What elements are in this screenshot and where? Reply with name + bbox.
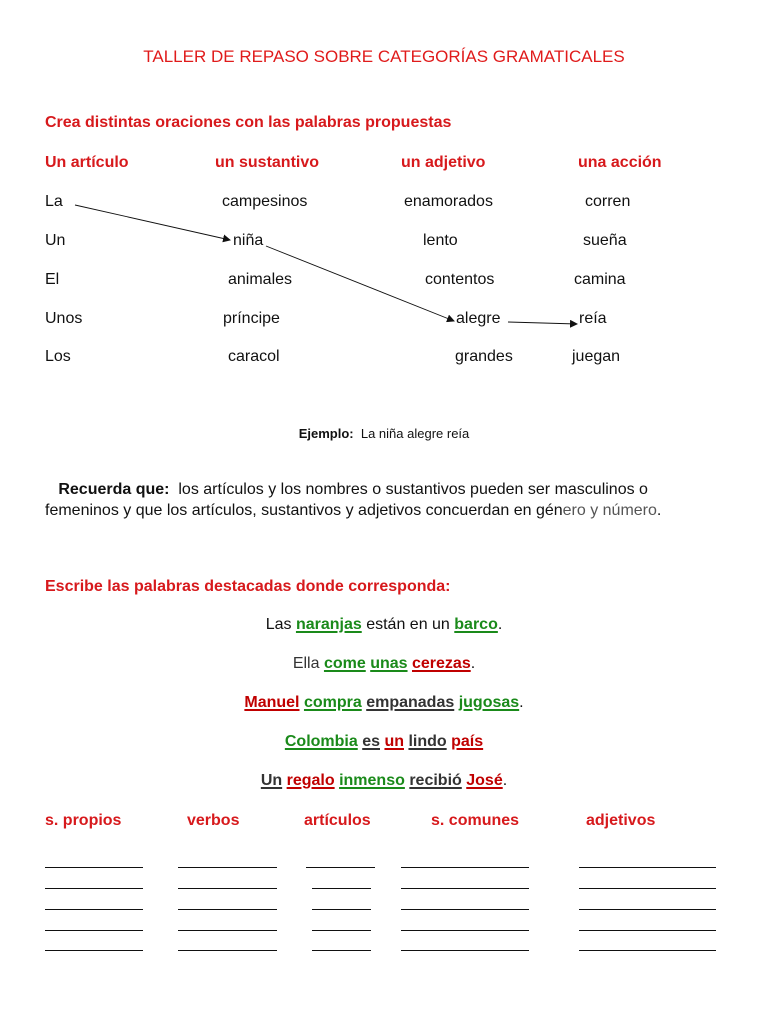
category-s-comunes: s. comunes (431, 812, 520, 829)
section1-heading: Crea distintas oraciones con las palabras propuestas (45, 114, 452, 131)
answer-blank-line[interactable] (178, 930, 277, 931)
answer-blank-line[interactable] (401, 950, 529, 951)
punctuation: . (502, 772, 508, 789)
adjetivo-word: lento (423, 232, 458, 249)
word: Ella (292, 655, 320, 672)
accion-word: camina (574, 271, 626, 288)
answer-blank-line[interactable] (579, 950, 716, 951)
recuerda-line2a: femeninos y que los artículos, sustantivos y adjetivos concuerdan en gén (45, 502, 563, 519)
answer-blank-line[interactable] (178, 950, 277, 951)
column-header-accion: una acción (578, 154, 662, 171)
answer-blank-line[interactable] (579, 888, 716, 889)
answer-blank-line[interactable] (178, 909, 277, 910)
answer-blank-line[interactable] (312, 950, 371, 951)
highlighted-word: Colombia (284, 733, 358, 750)
sentence-5 (0, 772, 768, 790)
articulo-word: El (45, 271, 60, 288)
answer-blank-line[interactable] (306, 867, 375, 868)
accion-word: reía (579, 310, 607, 327)
answer-blank-line[interactable] (579, 909, 716, 910)
answer-blank-line[interactable] (45, 909, 143, 910)
accion-word: juegan (572, 348, 621, 365)
sustantivo-word: animales (228, 271, 293, 288)
punctuation: . (470, 655, 476, 672)
articulo-word: Un (45, 232, 66, 249)
highlighted-word: lindo (408, 733, 447, 750)
highlighted-word: cerezas (412, 655, 471, 672)
highlighted-word: regalo (286, 772, 335, 789)
arrow-alegre-reia (508, 322, 577, 324)
highlighted-word: es (362, 733, 380, 750)
example-text: La niña alegre reía (360, 426, 470, 441)
word: están en un (366, 616, 450, 633)
arrow-nina-alegre (266, 246, 454, 321)
column-header-articulo: Un artículo (45, 154, 129, 171)
sustantivo-word: príncipe (223, 310, 280, 327)
recuerda-label: Recuerda que: (58, 481, 170, 498)
example-line (0, 426, 768, 441)
highlighted-word: José (466, 772, 503, 789)
answer-blank-line[interactable] (178, 867, 277, 868)
adjetivo-word: alegre (456, 310, 501, 327)
answer-blank-line[interactable] (579, 930, 716, 931)
recuerda-line2c: . (656, 502, 662, 519)
page-title: TALLER DE REPASO SOBRE CATEGORÍAS GRAMATICALES (143, 47, 625, 66)
answer-blank-line[interactable] (312, 930, 371, 931)
sustantivo-word: caracol (228, 348, 280, 365)
sustantivo-word: niña (233, 232, 264, 249)
column-header-adjetivo: un adjetivo (401, 154, 486, 171)
arrow-la-nina (75, 205, 230, 240)
answer-blank-line[interactable] (401, 867, 529, 868)
category-s-propios: s. propios (45, 812, 122, 829)
highlighted-word: país (451, 733, 484, 750)
category-verbos: verbos (187, 812, 240, 829)
highlighted-word: recibió (409, 772, 462, 789)
answer-blank-line[interactable] (45, 930, 143, 931)
category-articulos: artículos (304, 812, 371, 829)
answer-blank-line[interactable] (401, 888, 529, 889)
answer-blank-line[interactable] (178, 888, 277, 889)
highlighted-word: Un (260, 772, 283, 789)
accion-word: sueña (583, 232, 627, 249)
highlighted-word: inmenso (339, 772, 405, 789)
highlighted-word: naranjas (295, 616, 362, 633)
sustantivo-word: campesinos (222, 193, 308, 210)
highlighted-word: jugosas (458, 694, 520, 711)
accion-word: corren (585, 193, 631, 210)
adjetivo-word: grandes (455, 348, 513, 365)
highlighted-word: Manuel (244, 694, 300, 711)
highlighted-word: un (384, 733, 404, 750)
answer-blank-line[interactable] (579, 867, 716, 868)
sentence-4 (0, 733, 768, 751)
answer-blank-line[interactable] (45, 888, 143, 889)
recuerda-line1: los artículos y los nombres o sustantivos pueden ser masculinos o (178, 481, 648, 498)
articulo-word: Unos (45, 310, 83, 327)
articulo-word: La (45, 193, 63, 210)
answer-blank-line[interactable] (45, 867, 143, 868)
answer-blank-line[interactable] (312, 909, 371, 910)
answer-blank-line[interactable] (401, 909, 529, 910)
highlighted-word: empanadas (366, 694, 455, 711)
highlighted-word: unas (370, 655, 408, 672)
recuerda-paragraph (45, 479, 661, 521)
adjetivo-word: enamorados (404, 193, 493, 210)
answer-blank-line[interactable] (312, 888, 371, 889)
sentence-2 (0, 655, 768, 673)
highlighted-word: come (323, 655, 366, 672)
adjetivo-word: contentos (425, 271, 495, 288)
highlighted-word: barco (454, 616, 498, 633)
word: Las (265, 616, 292, 633)
example-label: Ejemplo: (298, 426, 354, 441)
highlighted-word: compra (303, 694, 362, 711)
answer-blank-line[interactable] (401, 930, 529, 931)
punctuation: . (519, 694, 524, 711)
answer-blank-line[interactable] (45, 950, 143, 951)
articulo-word: Los (45, 348, 71, 365)
recuerda-line2b: ero y número (562, 502, 657, 519)
category-adjetivos: adjetivos (586, 812, 656, 829)
sentence-3 (0, 694, 768, 712)
column-header-sustantivo: un sustantivo (215, 154, 320, 171)
punctuation: . (497, 616, 503, 633)
section2-heading: Escribe las palabras destacadas donde corresponda: (45, 578, 451, 595)
sentence-1 (0, 616, 768, 634)
